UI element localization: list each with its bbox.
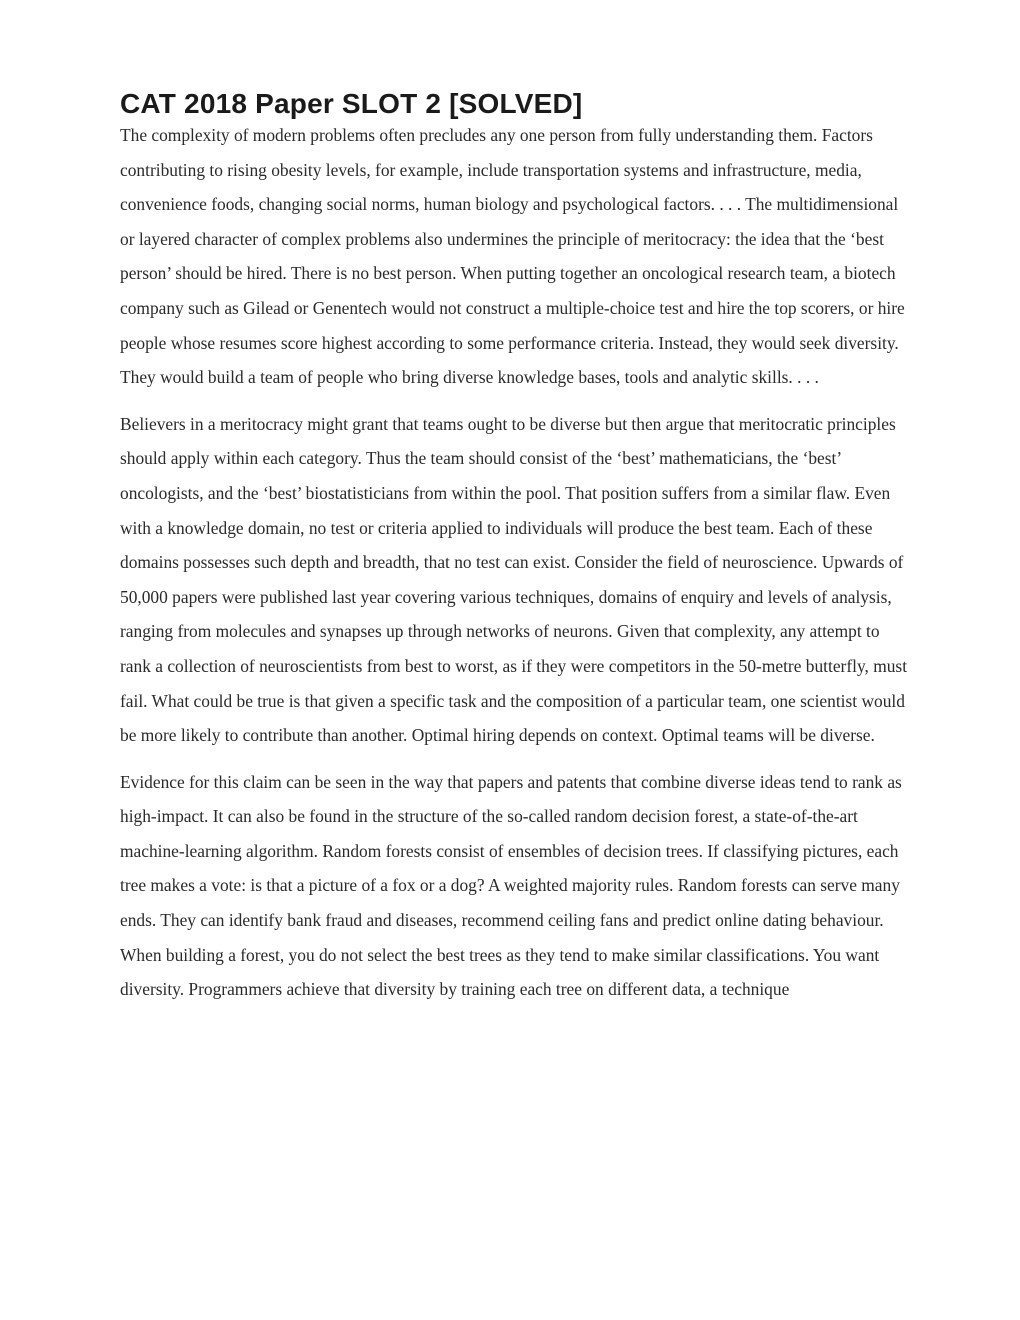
paragraph-3: Evidence for this claim can be seen in the way that papers and patents that combine diverse ideas tend to rank as high-impact. It can also be found in the structure of the so-called random decision forest, a state-of-the-art machine-learning algorithm. Random forests consist of ensembles of decision trees. If classifying pictures, each tree makes a vote: is that a picture of a fox or a dog? A weighted majority rules. Random forests can serve many ends. They can identify bank fraud and diseases, recommend ceiling fans and predict online dating behaviour. When building a forest, you do not select the best trees as they tend to make similar classifications. You want diversity. Programmers achieve that diversity by training each tree on different data, a technique xyxy=(120,771,902,1000)
document-page xyxy=(120,86,910,1019)
page-title: CAT 2018 Paper SLOT 2 [SOLVED] xyxy=(120,88,583,119)
paragraph-2: Believers in a meritocracy might grant that teams ought to be diverse but then argue that meritocratic principles should apply within each category. Thus the team should consist of the ‘best’ mathematicians, the ‘best’ oncologists, and the ‘best’ biostatisticians from within the pool. That position suffers from a similar flaw. Even with a knowledge domain, no test or criteria applied to individuals will produce the best team. Each of these domains possesses such depth and breadth, that no test can exist. Consider the field of neuroscience. Upwards of 50,000 papers were published last year covering various techniques, domains of enquiry and levels of analysis, ranging from molecules and synapses up through networks of neurons. Given that complexity, any attempt to rank a collection of neuroscientists from best to worst, as if they were competitors in the 50-metre butterfly, must fail. What could be true is that given a specific task and the composition of a particular team, one scientist would be more likely to contribute than another. Optimal hiring depends on context. Optimal teams will be diverse. xyxy=(120,413,908,746)
paragraph-1: The complexity of modern problems often precludes any one person from fully understanding them. Factors contributing to rising obesity levels, for example, include transportation systems and infrastructure, media, convenience foods, changing social norms, human biology and psychological factors. . . . The multidimensional or layered character of complex problems also undermines the principle of meritocracy: the idea that the ‘best person’ should be hired. There is no best person. When putting together an oncological research team, a biotech company such as Gilead or Genentech would not construct a multiple-choice test and hire the top scorers, or hire people whose resumes score highest according to some performance criteria. Instead, they would seek diversity. They would build a team of people who bring diverse knowledge bases, tools and analytic skills. . . . xyxy=(120,125,905,388)
